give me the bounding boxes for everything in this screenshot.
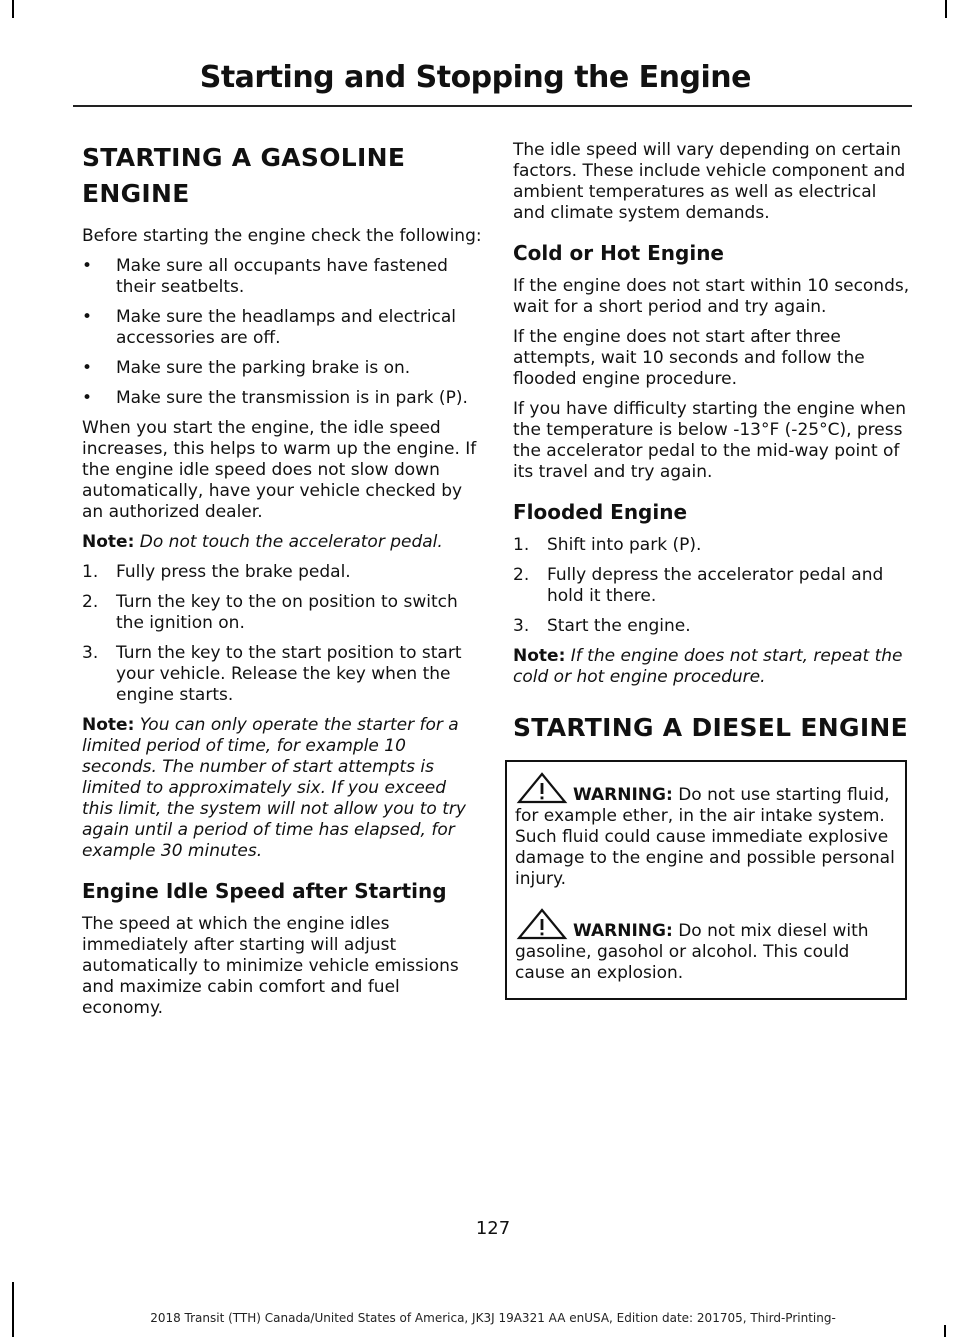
warning-triangle-icon — [515, 908, 569, 940]
footer-edition-info: 2018 Transit (TTH) Canada/United States of America, JK3J 19A321 AA enUSA, Edition date: 201705, Third-Printing- — [150, 1311, 836, 1325]
step-text: Fully depress the accelerator pedal and hold it there. — [547, 565, 884, 606]
step-text: Start the engine. — [547, 616, 691, 636]
intro-paragraph: Before starting the engine check the following: — [82, 226, 482, 246]
section-heading-gasoline — [82, 140, 482, 212]
list-item — [82, 256, 482, 298]
step-text: Shift into park (P). — [547, 535, 702, 555]
idle-speed-paragraph: When you start the engine, the idle speed increases, this helps to warm up the engine. If the engine idle speed does not slow down automatically, have your vehicle checked by an authorized dealer. — [82, 418, 477, 522]
step-number: 1. — [82, 562, 99, 582]
list-item-text: Make sure the transmission is in park (P). — [116, 388, 468, 408]
note-text: Do not touch the accelerator pedal. — [139, 532, 443, 552]
warning-triangle-icon — [515, 772, 569, 804]
cold-paragraph-1: If the engine does not start within 10 seconds, wait for a short period and try again. — [513, 276, 910, 317]
warning-starting-fluid — [515, 772, 899, 890]
note-text: You can only operate the starter for a limited period of time, for example 10 seconds. The number of start attempts is limited to approximately six. If you exceed this limit, the system will not allow you to try again until a period of time has elapsed, for example 30 minutes. — [82, 715, 466, 861]
crop-mark-top-left — [12, 0, 14, 18]
heading-line-1: STARTING A GASOLINE — [82, 143, 406, 172]
heading-line-2: ENGINE — [82, 179, 190, 208]
warning-label: WARNING: — [573, 785, 673, 805]
page-header-title: Starting and Stopping the Engine — [199, 60, 751, 95]
cold-paragraph-3: If you have difficulty starting the engine when the temperature is below -13°F (-25°C), press the accelerator pedal to the mid-way point of its travel and try again. — [513, 399, 906, 482]
note-accelerator — [82, 532, 482, 553]
bullet-mark: • — [82, 358, 93, 378]
step-number: 3. — [82, 643, 99, 663]
step-item — [82, 592, 482, 634]
bullet-mark: • — [82, 256, 93, 276]
cold-paragraph-2: If the engine does not start after three attempts, wait 10 seconds and follow the flooded engine procedure. — [513, 327, 865, 389]
warning-text: Do not mix diesel with gasoline, gasohol or alcohol. This could cause an explosion. — [515, 921, 869, 983]
step-item — [513, 535, 911, 556]
list-item-text: Make sure the headlamps and electrical accessories are off. — [116, 307, 457, 348]
flooded-steps — [513, 535, 911, 637]
step-item — [82, 643, 482, 706]
right-column — [513, 140, 911, 1000]
step-text: Turn the key to the start position to start your vehicle. Release the key when the engine starts. — [116, 643, 462, 705]
list-item-text: Make sure the parking brake is on. — [116, 358, 411, 378]
step-number: 1. — [513, 535, 530, 555]
step-item — [513, 565, 911, 607]
step-number: 2. — [82, 592, 99, 612]
step-text: Turn the key to the on position to switch the ignition on. — [116, 592, 458, 633]
step-item — [82, 562, 482, 583]
warning-label: WARNING: — [573, 921, 673, 941]
left-column — [82, 140, 482, 1028]
crop-mark-bottom-left-h — [12, 1282, 14, 1284]
bullet-mark: • — [82, 388, 93, 408]
header-divider — [73, 105, 912, 107]
note-text: If the engine does not start, repeat the cold or hot engine procedure. — [513, 646, 903, 687]
subheading-flooded: Flooded Engine — [513, 500, 688, 524]
note-flooded — [513, 646, 911, 688]
page-number: 127 — [475, 1218, 511, 1239]
note-starter-limit — [82, 715, 482, 862]
crop-mark-bottom-left — [12, 1282, 14, 1337]
section-heading-diesel: STARTING A DIESEL ENGINE — [513, 713, 909, 742]
warning-mix-diesel — [515, 908, 899, 984]
checklist — [82, 256, 482, 409]
start-steps — [82, 562, 482, 706]
note-label: Note: — [82, 532, 135, 552]
idle-vary-paragraph: The idle speed will vary depending on certain factors. These include vehicle component and ambient temperatures as well as electrical and climate system demands. — [513, 140, 906, 223]
list-item — [82, 307, 482, 349]
subheading-cold-hot: Cold or Hot Engine — [513, 241, 724, 265]
list-item-text: Make sure all occupants have fastened their seatbelts. — [116, 256, 448, 297]
crop-mark-bottom-right — [944, 1325, 946, 1337]
warning-box — [505, 760, 907, 1000]
idle-adjust-paragraph: The speed at which the engine idles immediately after starting will adjust automatically to minimize vehicle emissions and maximize cabin comfort and fuel economy. — [82, 914, 459, 1018]
step-number: 2. — [513, 565, 530, 585]
note-label: Note: — [513, 646, 566, 666]
warning-text: Do not use starting fluid, for example ether, in the air intake system. Such fluid could cause immediate explosive damage to the engine and possible personal injury. — [515, 785, 895, 889]
list-item — [82, 358, 482, 379]
bullet-mark: • — [82, 307, 93, 327]
crop-mark-top-right — [945, 0, 947, 18]
note-label: Note: — [82, 715, 135, 735]
step-item — [513, 616, 911, 637]
subheading-idle-speed: Engine Idle Speed after Starting — [82, 879, 447, 903]
step-number: 3. — [513, 616, 530, 636]
step-text: Fully press the brake pedal. — [116, 562, 351, 582]
list-item — [82, 388, 482, 409]
